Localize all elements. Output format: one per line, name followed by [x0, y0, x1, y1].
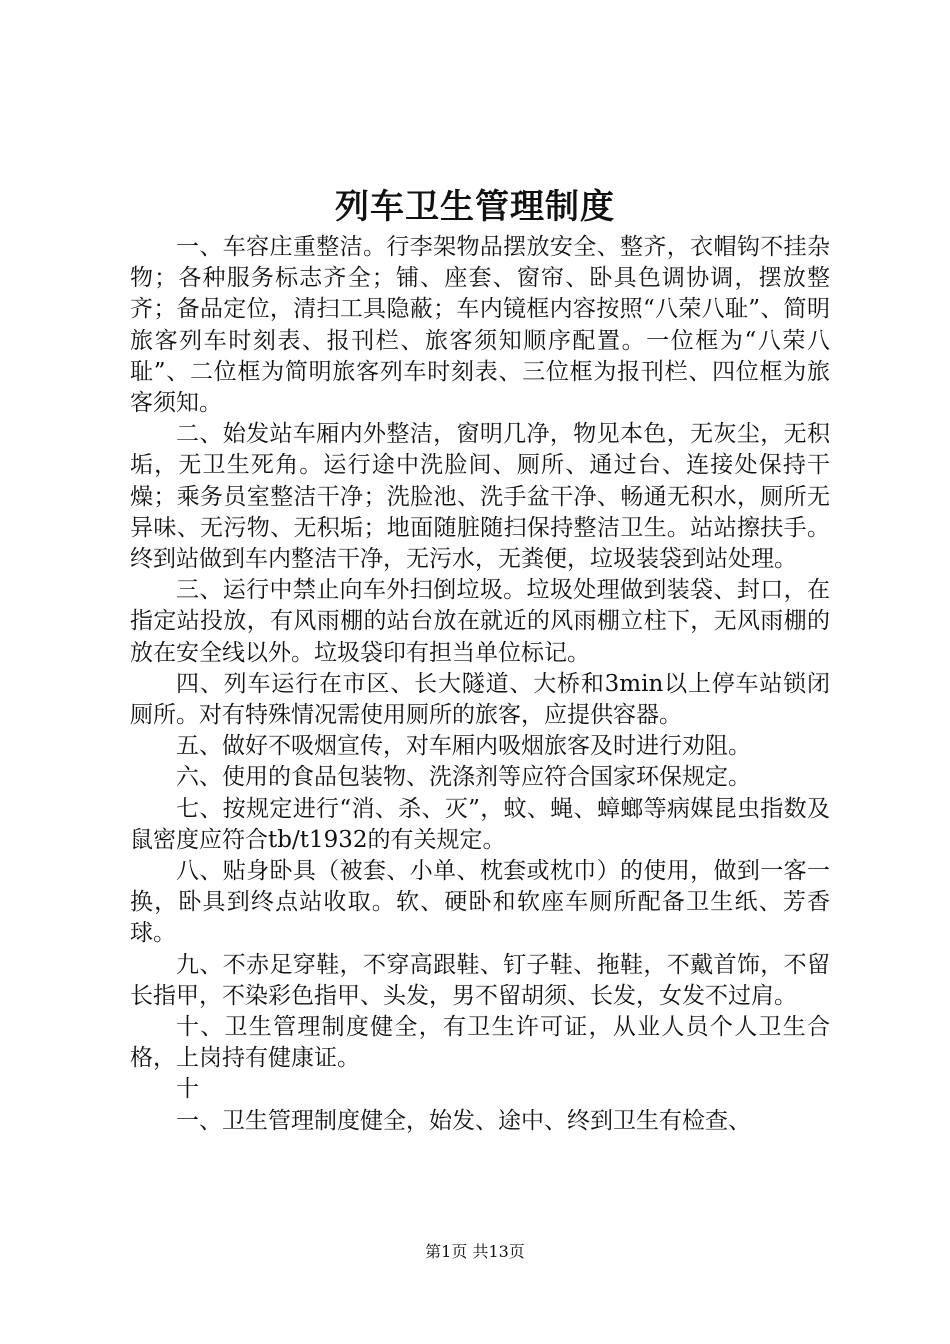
paragraph-12: 一、卫生管理制度健全，始发、途中、终到卫生有检查、 [176, 1107, 751, 1134]
paragraph-6: 六、使用的食品包装物、洗涤剂等应符合国家环保规定。 [176, 764, 751, 791]
paragraph-4: 四、列车运行在市区、长大隧道、大桥和3min以上停车站锁闭厕所。对有特殊情况需使用厕所的旅客，应提供容器。 [130, 670, 830, 729]
paragraph-9: 九、不赤足穿鞋，不穿高跟鞋、钉子鞋、拖鞋，不戴首饰，不留长指甲，不染彩色指甲、头发，男不留胡须、长发，女发不过肩。 [130, 951, 830, 1009]
paragraph-7: 七、按规定进行“消、杀、灭”，蚊、蝇、蟑螂等病媒昆虫指数及鼠密度应符合tb/t1932的有关规定。 [130, 795, 830, 853]
paragraph-10: 十、卫生管理制度健全，有卫生许可证，从业人员个人卫生合格，上岗持有健康证。 [130, 1014, 830, 1072]
paragraph-1: 一、车容庄重整洁。行李架物品摆放安全、整齐，衣帽钩不挂杂物；各种服务标志齐全；铺、座套、窗帘、卧具色调协调，摆放整齐；备品定位，清扫工具隐蔽；车内镜框内容按照“八荣八耻”、简明旅客列车时刻表、报刊栏、旅客须知顺序配置。一位框为“八荣八耻”、二位框为简明旅客列车时刻表、三位框为报刊栏、四位框为旅客须知。 [130, 234, 830, 417]
paragraph-3: 三、运行中禁止向车外扫倒垃圾。垃圾处理做到装袋、封口，在指定站投放，有风雨棚的站台放在就近的风雨棚立柱下，无风雨棚的放在安全线以外。垃圾袋印有担当单位标记。 [130, 577, 830, 666]
document-body [130, 232, 830, 1137]
document-title: 列车卫生管理制度 [335, 187, 615, 227]
page-footer: 第1页 共13页 [425, 1242, 525, 1261]
paragraph-2: 二、始发站车厢内外整洁，窗明几净，物见本色，无灰尘，无积垢，无卫生死角。运行途中洗脸间、厕所、通过台、连接处保持干燥；乘务员室整洁干净；洗脸池、洗手盆干净、畅通无积水，厕所无异味、无污物、无积垢；地面随脏随扫保持整洁卫生。站站擦扶手。终到站做到车内整洁干净，无污水，无粪便，垃圾装袋到站处理。 [130, 421, 830, 573]
paragraph-8: 八、贴身卧具（被套、小单、枕套或枕巾）的使用，做到一客一换，卧具到终点站收取。软、硬卧和软座车厕所配备卫生纸、芳香球。 [130, 858, 830, 947]
paragraph-5: 五、做好不吸烟宣传，对车厢内吸烟旅客及时进行劝阻。 [176, 733, 751, 760]
paragraph-11: 十 [176, 1076, 199, 1103]
